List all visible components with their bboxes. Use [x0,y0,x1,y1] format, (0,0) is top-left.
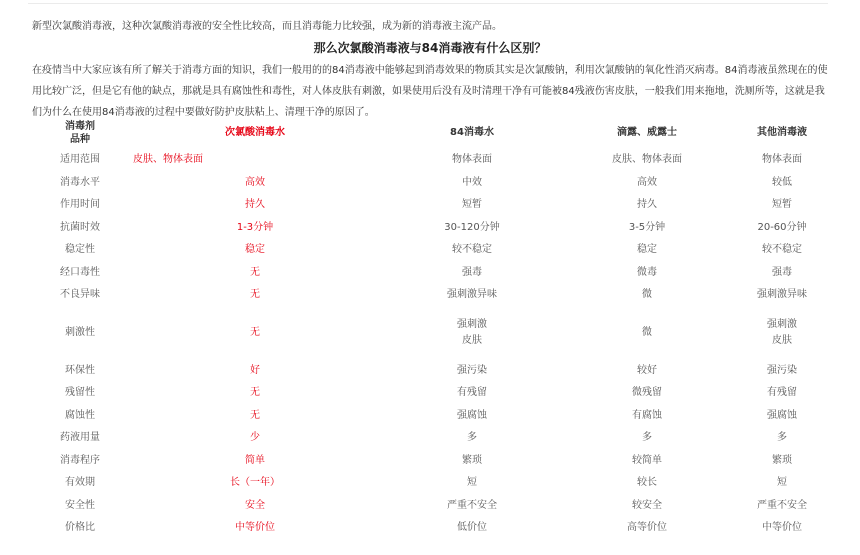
cell-line: 皮肤 [772,335,792,346]
table-row [32,239,832,262]
table-row [32,149,832,172]
header-corner-line: 品种 [70,133,90,145]
table-cell: 较安全 [632,499,662,511]
table-cell: 无 [250,387,260,399]
comparison-table [32,116,832,540]
row-label: 安全性 [65,499,95,511]
table-cell: 无 [250,327,260,338]
row-label: 有效期 [65,477,95,489]
row-label: 价格比 [65,522,95,534]
table-cell: 严重不安全 [447,499,497,511]
top-divider [28,3,828,4]
table-cell: 较长 [637,477,657,489]
row-label: 抗菌时效 [60,221,100,233]
table-cell: 强腐蚀 [767,409,797,421]
table-cell: 较不稳定 [762,244,802,256]
header-corner-line: 消毒剂 [65,120,95,132]
table-cell: 无 [250,409,260,421]
table-cell: 高等价位 [627,522,667,534]
table-cell: 物体表面 [452,154,492,166]
row-label: 消毒水平 [60,176,100,188]
table-row [32,194,832,217]
table-cell: 持久 [637,199,657,211]
table-cell: 有腐蚀 [632,409,662,421]
table-cell: 长（一年） [230,477,280,489]
row-label: 腐蚀性 [65,409,95,421]
row-label: 刺激性 [65,327,95,338]
table-cell: 20-60分钟 [757,221,807,233]
cell-line: 皮肤 [462,335,482,346]
paragraph-line: 用比较广泛，但是它有他的缺点，那就是具有腐蚀性和毒性，对人体皮肤有刺激，如果使用后没有及时清理干净有可能被84残液伤害皮肤，一般我们用来拖地，洗厕所等，这就是我 [32,86,825,97]
row-label: 消毒程序 [60,454,100,466]
table-cell [382,307,562,360]
table-cell: 较不稳定 [452,244,492,256]
table-cell: 持久 [245,199,265,211]
row-label: 作用时间 [60,199,100,211]
row-label: 环保性 [65,364,95,376]
table-cell: 30-120分钟 [444,221,500,233]
table-cell: 无 [250,289,260,301]
table-cell: 强污染 [767,364,797,376]
table-cell: 强刺激异味 [757,289,807,301]
table-cell [732,307,832,360]
table-row [32,217,832,240]
table-cell: 繁琐 [772,454,792,466]
table-row [32,450,832,473]
row-label: 稳定性 [65,244,95,256]
table-cell: 微 [642,327,652,338]
table-row [32,405,832,428]
table-row [32,472,832,495]
table-cell: 强腐蚀 [457,409,487,421]
table-row [32,495,832,518]
table-cell: 中等价位 [762,522,802,534]
table-cell: 短 [467,477,477,489]
table-cell: 高效 [637,176,657,188]
table-cell: 稳定 [637,244,657,256]
row-label: 适用范围 [60,154,100,166]
column-header-other: 其他消毒液 [757,127,807,138]
table-cell: 有残留 [457,387,487,399]
table-cell: 少 [250,432,260,444]
header-corner [32,116,128,149]
table-row [32,517,832,540]
table-row [32,172,832,195]
table-cell: 严重不安全 [757,499,807,511]
table-cell: 3-5分钟 [628,221,666,233]
row-label: 残留性 [65,387,95,399]
row-label: 经口毒性 [60,266,100,278]
table-cell: 微残留 [632,387,662,399]
table-cell: 强污染 [457,364,487,376]
table-cell: 多 [777,432,787,444]
table-row [32,360,832,383]
table-row [32,307,832,360]
body-paragraph [32,60,832,123]
table-cell: 多 [467,432,477,444]
table-row [32,382,832,405]
table-cell: 强毒 [462,266,482,278]
table-cell: 短暂 [772,199,792,211]
table-cell: 较低 [772,176,792,188]
paragraph-line: 们为什么在使用84消毒液的过程中要做好防护皮肤粘上、清理干净的原因了。 [32,107,375,118]
table-cell: 高效 [245,176,265,188]
table-cell: 物体表面 [762,154,802,166]
table-row [32,284,832,307]
table-cell: 好 [250,364,260,376]
article-title: 那么次氯酸消毒液与84消毒液有什么区别？ [313,41,547,55]
table-cell: 低价位 [457,522,487,534]
table-cell: 1-3分钟 [236,221,274,233]
table-cell: 较好 [637,364,657,376]
table-cell: 中等价位 [235,522,275,534]
table-cell: 微 [642,289,652,301]
table-cell: 皮肤、物体表面 [133,154,203,166]
table-cell: 较简单 [632,454,662,466]
table-cell: 稳定 [245,244,265,256]
table-row [32,262,832,285]
table-cell: 简单 [245,454,265,466]
cell-line: 强刺激 [457,319,487,330]
table-cell: 中效 [462,176,482,188]
table-cell: 强刺激异味 [447,289,497,301]
table-cell: 短暂 [462,199,482,211]
table-cell: 无 [250,266,260,278]
column-header-hypochlorous: 次氯酸消毒水 [225,127,285,138]
intro-text: 新型次氯酸消毒液，这种次氯酸消毒液的安全性比较高，而且消毒能力比较强，成为新的消毒液主流产品。 [32,21,502,32]
row-label: 不良异味 [60,289,100,301]
table-cell: 皮肤、物体表面 [612,154,682,166]
cell-line: 强刺激 [767,319,797,330]
paragraph-line: 在疫情当中大家应该有所了解关于消毒方面的知识，我们一般用的的84消毒液中能够起到消毒效果的物质其实是次氯酸钠，利用次氯酸钠的氧化性消灭病毒。84消毒液虽然现在的使 [32,65,828,76]
column-header-84: 84消毒水 [450,127,494,138]
table-cell: 微毒 [637,266,657,278]
column-header-dettol: 滴露、威露士 [617,127,677,138]
table-cell: 强毒 [772,266,792,278]
table-row [32,427,832,450]
table-cell: 短 [777,477,787,489]
table-cell: 繁琐 [462,454,482,466]
table-cell: 有残留 [767,387,797,399]
table-header-row [32,116,832,149]
row-label: 药液用量 [60,432,100,444]
table-cell: 多 [642,432,652,444]
table-body [32,149,832,540]
table-cell: 安全 [245,499,265,511]
